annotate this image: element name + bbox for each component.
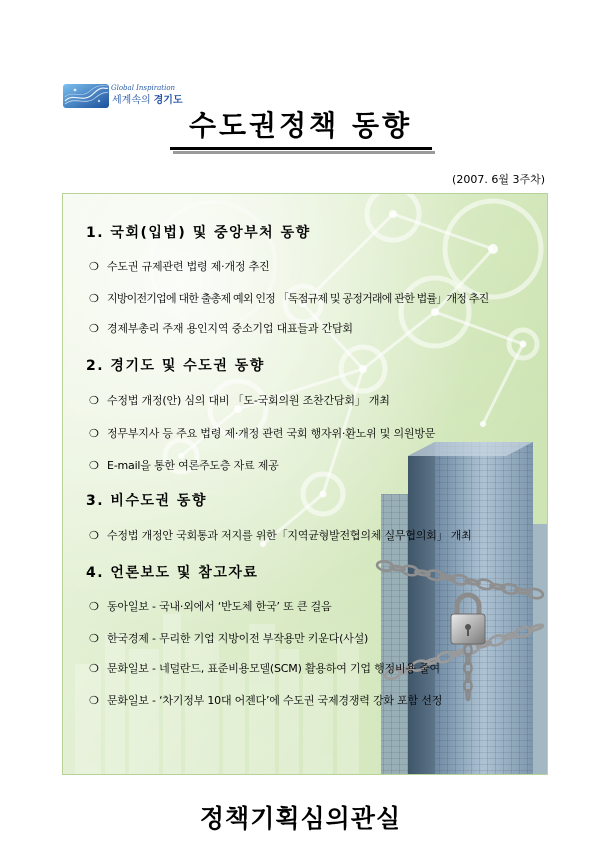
right-building: [533, 524, 548, 775]
gyeonggi-logo-icon: [63, 84, 109, 108]
bullet-circle-icon: ❍: [89, 529, 99, 542]
section-heading-3: 3. 비수도권 동향: [86, 493, 207, 509]
bullet-circle-icon: ❍: [89, 394, 99, 407]
list-item: [89, 320, 541, 338]
list-item: [89, 527, 541, 545]
bullet-circle-icon: ❍: [89, 459, 99, 472]
logo-tagline: Global Inspiration: [111, 84, 176, 92]
list-item-text: 경제부총리 주재 용인지역 중소기업 대표들과 간담회: [107, 322, 353, 335]
list-item: [89, 425, 541, 443]
content-panel: [62, 193, 548, 775]
list-item: [89, 290, 541, 308]
list-item: [89, 660, 541, 678]
bullet-circle-icon: ❍: [89, 292, 99, 305]
list-item-text: 동아일보 - 국내·외에서 ‘반도체 한국’ 또 큰 걸음: [107, 600, 332, 613]
list-item-text: 수도권 규제관련 법령 제·개정 추진: [107, 260, 270, 273]
title-underline: [170, 147, 432, 150]
background-illustration: [63, 194, 548, 775]
logo-name: [112, 94, 183, 107]
list-item-text: 한국경제 - 무리한 기업 지방이전 부작용만 키운다(사설): [107, 632, 369, 645]
section-heading-1: 1. 국회(입법) 및 중앙부처 동향: [86, 225, 311, 241]
list-item: [89, 692, 541, 710]
list-item: [89, 457, 541, 475]
logo-name-main: 경기도: [153, 95, 183, 106]
list-item: [89, 392, 541, 410]
bullet-circle-icon: ❍: [89, 632, 99, 645]
list-item-text: 지방이전기업에 대한 출총제 예외 인정 「독점규제 및 공정거래에 관한 법률」개정 추진: [107, 292, 489, 305]
bullet-circle-icon: ❍: [89, 600, 99, 613]
list-item-text: 문화일보 - ‘차기정부 10대 어젠다’에 수도권 국제경쟁력 강화 포함 선정: [107, 694, 443, 707]
list-item: [89, 630, 541, 648]
bullet-circle-icon: ❍: [89, 322, 99, 335]
section-heading-2: 2. 경기도 및 수도권 동향: [86, 358, 265, 374]
list-item-text: 문화일보 - 네덜란드, 표준비용모델(SCM) 활용하여 기업 행정비용 줄여: [107, 662, 440, 675]
bullet-circle-icon: ❍: [89, 694, 99, 707]
list-item: [89, 258, 541, 276]
list-item-text: 수정법 개정(안) 심의 대비 「도-국회의원 조찬간담회」 개최: [107, 394, 390, 407]
title-underline-shadow: [173, 151, 435, 154]
department-footer: 정책기획심의관실: [199, 804, 402, 833]
page-title: 수도권정책 동향: [188, 109, 413, 142]
report-date: (2007. 6월 3주차): [452, 173, 545, 186]
logo-name-prefix: 세계속의: [112, 95, 151, 106]
section-heading-4: 4. 언론보도 및 참고자료: [86, 565, 259, 581]
bullet-circle-icon: ❍: [89, 260, 99, 273]
list-item-text: 정무부지사 등 주요 법령 제·개정 관련 국회 행자위·환노위 및 의원방문: [107, 427, 436, 440]
bullet-circle-icon: ❍: [89, 427, 99, 440]
list-item-text: E-mail을 통한 여론주도층 자료 제공: [107, 459, 279, 472]
bullet-circle-icon: ❍: [89, 662, 99, 675]
list-item-text: 수정법 개정안 국회통과 저지를 위한「지역균형발전협의체 실무협의회」 개최: [107, 529, 472, 542]
list-item: [89, 598, 541, 616]
